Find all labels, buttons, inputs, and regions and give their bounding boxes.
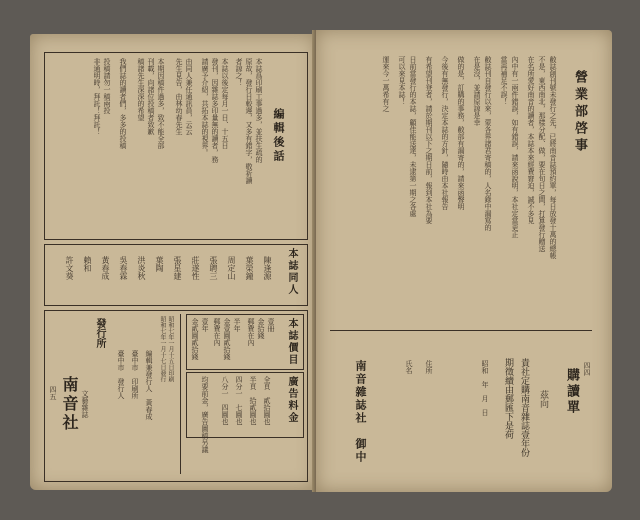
right-page-number: 四四	[583, 362, 591, 376]
publisher-subtitle: 文藝雜誌	[81, 390, 89, 418]
publisher-label: 發行所	[94, 318, 105, 348]
notice-line: 內中有一兩件錯誤，如有錯誤，請來函說明，本社定當更正	[511, 56, 519, 238]
notice-line: 敝誌創刊號未發行之先，已將南音誌預約單，每日放發十萬的總帳	[549, 56, 557, 259]
notice-line: 敝誌刊自發行以來，蒙各界諸君寄稿的，人名錄中漏寫的	[484, 56, 492, 231]
price-row-term: 壹冊	[267, 318, 275, 332]
editorial-line: 本誌爲印刷工事過多，並扶生疏的	[255, 58, 263, 163]
colleague-name: 黃春成	[101, 256, 110, 280]
colleague-name: 賴和	[83, 256, 92, 272]
notice-line: 不是，東西南北，那樣分配、做，要在旬日之間，打算發行贈送	[538, 56, 546, 252]
price-row-postage: 郵費在內	[213, 318, 221, 346]
order-form-name-label: 氏名	[405, 360, 413, 374]
editorial-line: 投稿請勿一稿兩投	[103, 58, 111, 114]
colleague-name: 葉榮鐘	[245, 256, 254, 280]
editorial-line: 請廣予介紹，共拓本誌的視界。	[201, 58, 209, 156]
colleague-name: 吳春霖	[119, 256, 128, 280]
left-page-number: 四五	[49, 386, 57, 400]
order-form-remit: 期徵續由郵匯下是荷	[503, 358, 513, 439]
order-form-address-label: 住所	[425, 360, 433, 374]
notice-line: 有希望刊登者，請於期刊以下之期日前，報到本社為要	[425, 56, 433, 224]
notice-line: 運來今一萬希有之	[382, 56, 390, 112]
colleague-name: 張星建	[173, 256, 182, 280]
price-row-price: 金拾錢	[257, 318, 265, 339]
notice-line: 在是沒，並請原諒是幸	[473, 56, 481, 126]
price-list-title: 本誌價目	[286, 318, 297, 366]
editorial-line: 我們誌的讀者們，多多的投稿	[119, 58, 127, 149]
colleague-name: 莊遂性	[191, 256, 200, 280]
order-form-request: 貴社定購南音雜誌壹年份	[519, 358, 529, 457]
editorial-title: 編輯後話	[272, 108, 285, 164]
editorial-line: 本期因稿件過多，致不能全部	[157, 58, 165, 149]
colleague-name: 葉陶	[155, 256, 164, 272]
colleague-name: 陳逢源	[263, 256, 272, 280]
order-form-title: 購讀單	[564, 368, 579, 416]
price-row-price: 金壹圓貳拾錢	[223, 318, 231, 360]
colleague-name: 周定山	[227, 256, 236, 280]
ad-rates-title: 廣告料金	[286, 376, 297, 424]
ad-rate-row: 八分一 四圓也	[221, 376, 229, 425]
order-form-to: 茲向	[538, 390, 548, 408]
editorial-line: 者諒之！	[235, 58, 243, 86]
ad-rate-row: 全頁 貳拾圓也	[263, 376, 271, 425]
notice-line: 做的是，訂購的事務，敝部有漏寄的，請來函聲明	[457, 56, 465, 210]
notice-line: 日前當發行的本誌，顧佳能送達，未逮第一期之各處	[409, 56, 417, 217]
editorial-line: 非通明時，拜託！拜託！	[93, 58, 101, 135]
notice-line: 在名所愛好南音的讀者，本誌本來經費窘迫，誠不多見	[527, 56, 535, 224]
colleague-name: 洪炎秋	[137, 256, 146, 280]
colleague-name: 張聘三	[209, 256, 218, 280]
business-notice-title: 營業部啓事	[572, 70, 587, 155]
ad-rate-row: 四分一 七圓也	[235, 376, 243, 425]
colleague-name: 許文葵	[65, 256, 74, 280]
ad-rate-footer: 均要前金，廣告圖稿另議	[201, 376, 209, 453]
publisher-name: 南音社	[60, 376, 79, 433]
editorial-line: 原故，發行日較遲，又多有錯字，敬祈讀	[245, 58, 253, 184]
editorial-line: 發刊，因雜誌多印量無的讀者，務	[211, 58, 219, 163]
price-row-term: 半年	[233, 318, 241, 332]
colophon-line: 臺中市 發行人	[117, 350, 125, 399]
order-form-divider	[330, 330, 592, 331]
colophon-line: 臺中市 印刷所	[131, 350, 139, 399]
editorial-line: 刊載，向諸位投稿者致歉	[147, 58, 155, 135]
order-form-recipient: 南音雜誌社 御中	[354, 360, 367, 464]
notice-line: 當再補足不誤！	[500, 56, 508, 105]
order-form-date: 昭和 年 月 日	[481, 360, 489, 416]
price-row-price: 金貳圓貳拾錢	[191, 318, 199, 360]
editorial-line: 本誌以後定每月一日、十五日	[221, 58, 229, 149]
colleagues-title: 本誌同人	[286, 248, 297, 296]
price-row-postage: 郵費在內	[247, 318, 255, 346]
price-row-term: 壹年	[201, 318, 209, 332]
editorial-line: 由同人兼任通訊員，云云	[185, 58, 193, 135]
colophon-date: 昭和七年一月十七日發行	[159, 316, 166, 382]
colophon-divider	[180, 314, 181, 474]
notice-line: 今後有無發行，決定本誌的方針，隨時由本社報告	[441, 56, 449, 210]
ad-rate-row: 半頁 拾貳圓也	[249, 376, 257, 425]
colophon-line: 編輯兼發行人 黃春成	[145, 350, 153, 420]
editorial-line: 先生見告，由林幼春先生	[175, 58, 183, 135]
colophon-date: 昭和七年一月十五日印刷	[167, 316, 174, 382]
notice-line: 可以來見本誌！	[398, 56, 406, 105]
editorial-line: 稿諸先生深深的希望	[137, 58, 145, 121]
